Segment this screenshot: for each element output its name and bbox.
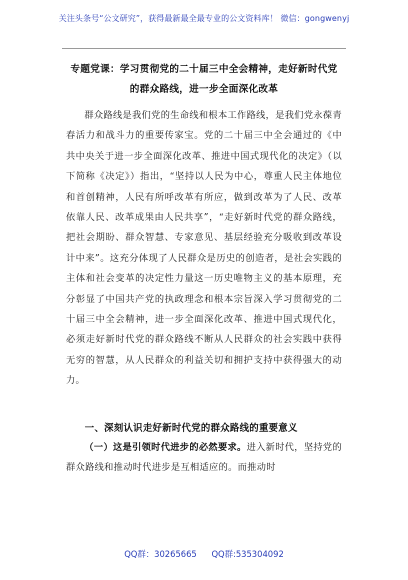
header-divider bbox=[62, 48, 346, 49]
subsection-paragraph bbox=[66, 438, 342, 479]
section-heading: 一、深刻认识走好新时代党的群众路线的重要意义 bbox=[84, 423, 298, 434]
intro-paragraph: 群众路线是我们党的生命线和根本工作路线，是我们党永葆青春活力和战斗力的重要传家宝。党的二十届三中全会通过的《中共中央关于进一步全面深化改革、推进中国式现代化的决定》（以下简称《决定》）指出，“坚持以人民为中心，尊重人民主体地位和首创精神，人民有所呼改革有所应，做到改革为了人民、改革依靠人民、改革成果由人民共享”，“走好新时代党的群众路线，把社会期盼、群众智慧、专家意见、基层经验充分吸收到改革设计中来”。这充分体现了人民群众是历史的创造者，是社会实践的主体和社会变革的决定性力量这一历史唯物主义的基本原理，充分彰显了中国共产党的执政理念和根本宗旨深入学习贯彻党的二十届三中全会精神，进一步全面深化改革、推进中国式现代化，必须走好新时代党的群众路线不断从人民群众的社会实践中获得无穷的智慧，从人民群众的利益关切和拥护支持中获得强大的动力。 bbox=[66, 110, 342, 387]
document-title: 专题党课：学习贯彻党的二十届三中全会精神，走好新时代党的群众路线，进一步全面深化改革 bbox=[70, 64, 338, 95]
footer-qq-groups bbox=[0, 548, 408, 560]
footer-qq-right: QQ群:535304092 bbox=[211, 549, 284, 559]
footer-qq-left: QQ群：30265665 bbox=[124, 549, 197, 559]
subsection-text: 进入新时代，坚持党的群众路线和推动时代进步是互相适应的。而推动时 bbox=[66, 442, 343, 474]
subsection-heading: （一）这是引领时代进步的必然要求。 bbox=[84, 442, 247, 453]
header-promo-note: 关注头条号“公文研究”，获得最新最全最专业的公文资料库！ 微信：gongwenyj bbox=[58, 14, 350, 23]
